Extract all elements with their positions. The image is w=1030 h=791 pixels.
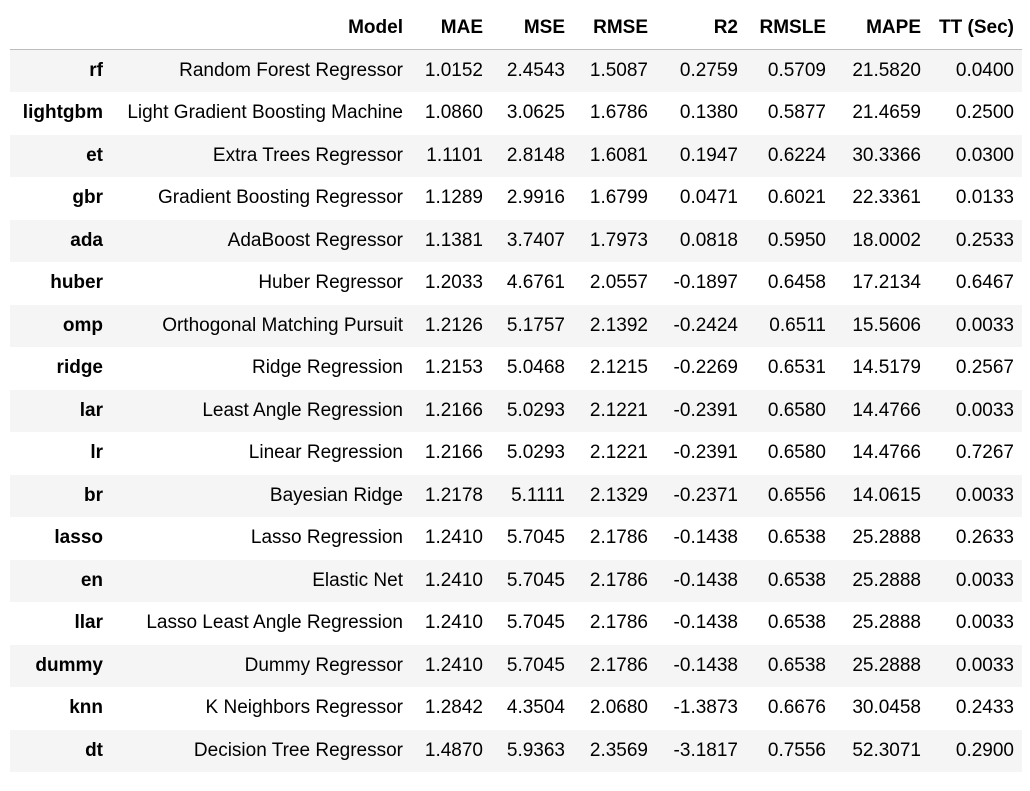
model-name-cell: Extra Trees Regressor <box>212 144 403 166</box>
r2-cell: -0.1897 <box>673 272 738 294</box>
rmsle-cell: 0.6531 <box>767 357 826 379</box>
mae-cell: 1.1101 <box>426 144 483 166</box>
mape-cell: 25.2888 <box>852 654 921 676</box>
rmse-cell: 2.1221 <box>589 442 648 464</box>
model-name-cell: Elastic Net <box>312 569 403 591</box>
table-row <box>10 50 1022 93</box>
mape-cell: 14.4766 <box>852 399 921 421</box>
table-row <box>10 645 1022 688</box>
mape-cell: 21.4659 <box>852 102 921 124</box>
tt-sec-cell: 0.6467 <box>955 272 1014 294</box>
mae-cell: 1.2033 <box>424 272 483 294</box>
table-header-row <box>10 7 1022 50</box>
mae-cell: 1.0152 <box>424 60 483 81</box>
rmsle-cell: 0.6556 <box>767 484 826 506</box>
mse-cell: 3.7407 <box>506 229 565 251</box>
rmsle-cell: 0.6538 <box>767 527 826 549</box>
model-name-cell: K Neighbors Regressor <box>205 697 403 719</box>
mse-cell: 2.9916 <box>506 187 565 209</box>
rmsle-cell: 0.5877 <box>767 102 826 124</box>
mse-cell: 5.9363 <box>506 739 565 761</box>
tt-sec-cell: 0.0400 <box>955 60 1014 81</box>
tt-sec-cell: 0.7267 <box>955 442 1014 464</box>
rmse-cell: 1.6081 <box>589 144 648 166</box>
rmse-cell: 2.1215 <box>589 357 648 379</box>
mae-cell: 1.2410 <box>424 654 483 676</box>
table-body <box>10 50 1022 773</box>
tt-sec-cell: 0.0033 <box>955 569 1014 591</box>
r2-cell: -0.1438 <box>673 569 738 591</box>
model-name-cell: Linear Regression <box>248 442 403 464</box>
model-comparison-table-container <box>10 7 1022 772</box>
rmse-cell: 2.1786 <box>589 569 648 591</box>
model-id-cell: huber <box>50 272 103 294</box>
tt-sec-cell: 0.0033 <box>955 612 1014 634</box>
r2-cell: -0.2371 <box>673 484 738 506</box>
model-comparison-table <box>10 7 1022 772</box>
mae-cell: 1.2410 <box>424 612 483 634</box>
mape-cell: 30.3366 <box>852 144 921 166</box>
r2-cell: -0.2391 <box>673 399 738 421</box>
mae-cell: 1.2842 <box>424 697 483 719</box>
mape-cell: 25.2888 <box>852 527 921 549</box>
model-id-cell: gbr <box>72 187 103 209</box>
r2-header: R2 <box>656 7 746 50</box>
rmsle-cell: 0.6458 <box>767 272 826 294</box>
mse-cell: 5.0293 <box>506 442 565 464</box>
mse-cell: 5.7045 <box>506 654 565 676</box>
mse-cell: 4.3504 <box>506 697 565 719</box>
rmse-cell: 1.7973 <box>589 229 648 251</box>
mae-cell: 1.1381 <box>424 229 483 251</box>
mape-cell: 22.3361 <box>852 187 921 209</box>
r2-cell: 0.0818 <box>679 229 738 251</box>
rmsle-cell: 0.6224 <box>767 144 826 166</box>
table-row <box>10 432 1022 475</box>
table-row <box>10 687 1022 730</box>
model-id-cell: br <box>84 484 103 506</box>
mape-cell: 25.2888 <box>852 569 921 591</box>
mae-cell: 1.2166 <box>424 399 483 421</box>
r2-cell: 0.1947 <box>679 144 738 166</box>
rmsle-cell: 0.6511 <box>769 314 826 336</box>
tt-sec-cell: 0.2633 <box>955 527 1014 549</box>
table-row <box>10 517 1022 560</box>
mae-cell: 1.2410 <box>424 569 483 591</box>
table-row <box>10 135 1022 178</box>
mape-cell: 15.5606 <box>852 314 921 336</box>
table-row <box>10 262 1022 305</box>
rmse-cell: 1.6786 <box>589 102 648 124</box>
model-id-cell: en <box>80 569 103 591</box>
model-id-cell: dt <box>85 739 103 761</box>
model-id-cell: lar <box>79 399 103 421</box>
rmse-cell: 2.1221 <box>589 399 648 421</box>
mape-cell: 17.2134 <box>852 272 921 294</box>
table-row <box>10 220 1022 263</box>
mae-header: MAE <box>411 7 491 50</box>
model-name-cell: Lasso Least Angle Regression <box>146 612 403 634</box>
rmsle-cell: 0.6580 <box>767 442 826 464</box>
tt-sec-cell: 0.2533 <box>955 229 1014 251</box>
rmsle-cell: 0.5950 <box>767 229 826 251</box>
tt-sec-cell: 0.0033 <box>955 484 1014 506</box>
rmse-cell: 1.5087 <box>589 60 648 81</box>
model-name-cell: Random Forest Regressor <box>179 60 403 81</box>
tt-sec-cell: 0.0300 <box>955 144 1014 166</box>
table-row <box>10 92 1022 135</box>
rmse-cell: 2.1786 <box>589 527 648 549</box>
r2-cell: 0.1380 <box>679 102 738 124</box>
model-name-cell: Orthogonal Matching Pursuit <box>162 314 403 336</box>
rmsle-cell: 0.7556 <box>767 739 826 761</box>
rmsle-cell: 0.6538 <box>767 654 826 676</box>
mae-cell: 1.2126 <box>424 314 483 336</box>
model-id-cell: ada <box>70 229 103 251</box>
mse-header: MSE <box>491 7 573 50</box>
mse-cell: 5.1757 <box>506 314 565 336</box>
mae-cell: 1.4870 <box>424 739 483 761</box>
mse-cell: 3.0625 <box>506 102 565 124</box>
mape-cell: 21.5820 <box>852 60 921 81</box>
table-row <box>10 347 1022 390</box>
mape-cell: 52.3071 <box>852 739 921 761</box>
mse-cell: 5.7045 <box>506 527 565 549</box>
rmse-cell: 2.0680 <box>589 697 648 719</box>
model-name-cell: Lasso Regression <box>250 527 403 549</box>
model-id-cell: llar <box>74 612 103 634</box>
mse-cell: 2.8148 <box>506 144 565 166</box>
model-name-cell: Bayesian Ridge <box>269 484 403 506</box>
mae-cell: 1.2178 <box>424 484 483 506</box>
r2-cell: -0.1438 <box>673 527 738 549</box>
tt-sec-cell: 0.0033 <box>955 399 1014 421</box>
table-row <box>10 305 1022 348</box>
mae-cell: 1.2153 <box>424 357 483 379</box>
model-name-cell: Dummy Regressor <box>244 654 403 676</box>
rmsle-cell: 0.6538 <box>767 612 826 634</box>
model-name-cell: Huber Regressor <box>258 272 403 294</box>
mse-cell: 4.6761 <box>506 272 565 294</box>
tt-sec-cell: 0.0033 <box>955 314 1014 336</box>
mse-cell: 5.7045 <box>506 569 565 591</box>
r2-cell: -3.1817 <box>673 739 738 761</box>
tt-sec-cell: 0.2900 <box>955 739 1014 761</box>
mape-cell: 18.0002 <box>852 229 921 251</box>
mse-cell: 2.4543 <box>506 60 565 81</box>
r2-cell: -0.2269 <box>673 357 738 379</box>
mse-cell: 5.0293 <box>506 399 565 421</box>
mae-cell: 1.0860 <box>424 102 483 124</box>
table-row <box>10 560 1022 603</box>
r2-cell: -0.1438 <box>673 612 738 634</box>
mae-cell: 1.2410 <box>424 527 483 549</box>
mape-cell: 30.0458 <box>852 697 921 719</box>
mae-cell: 1.2166 <box>424 442 483 464</box>
mape-header: MAPE <box>834 7 929 50</box>
rmse-cell: 2.0557 <box>589 272 648 294</box>
table-row <box>10 177 1022 220</box>
r2-cell: -0.1438 <box>673 654 738 676</box>
model-id-cell: dummy <box>35 654 103 676</box>
model-id-cell: ridge <box>56 357 103 379</box>
table-row <box>10 730 1022 773</box>
rmse-cell: 2.1392 <box>589 314 648 336</box>
tt-sec-cell: 0.0133 <box>955 187 1014 209</box>
index-header <box>10 7 111 50</box>
model-id-cell: rf <box>89 60 103 81</box>
r2-cell: -1.3873 <box>673 697 738 719</box>
r2-cell: 0.0471 <box>679 187 738 209</box>
model-name-cell: Gradient Boosting Regressor <box>157 187 403 209</box>
rmse-header: RMSE <box>573 7 656 50</box>
model-id-cell: lightgbm <box>22 102 103 124</box>
mape-cell: 14.5179 <box>852 357 921 379</box>
model-name-cell: Decision Tree Regressor <box>193 739 403 761</box>
model-name-cell: AdaBoost Regressor <box>227 229 403 251</box>
r2-cell: -0.2391 <box>673 442 738 464</box>
mse-cell: 5.0468 <box>506 357 565 379</box>
rmsle-cell: 0.5709 <box>767 60 826 81</box>
rmse-cell: 1.6799 <box>589 187 648 209</box>
rmse-cell: 2.1786 <box>589 654 648 676</box>
mae-cell: 1.1289 <box>424 187 483 209</box>
tt-sec-header: TT (Sec) <box>929 7 1022 50</box>
model-id-cell: lasso <box>54 527 103 549</box>
table-row <box>10 390 1022 433</box>
r2-cell: -0.2424 <box>673 314 738 336</box>
model-header: Model <box>111 7 411 50</box>
rmse-cell: 2.1786 <box>589 612 648 634</box>
mape-cell: 14.4766 <box>852 442 921 464</box>
rmsle-cell: 0.6021 <box>767 187 826 209</box>
tt-sec-cell: 0.0033 <box>955 654 1014 676</box>
table-row <box>10 475 1022 518</box>
mape-cell: 14.0615 <box>852 484 921 506</box>
model-id-cell: knn <box>69 697 103 719</box>
rmsle-header: RMSLE <box>746 7 834 50</box>
r2-cell: 0.2759 <box>679 60 738 81</box>
rmsle-cell: 0.6580 <box>767 399 826 421</box>
model-id-cell: omp <box>62 314 103 336</box>
tt-sec-cell: 0.2567 <box>955 357 1014 379</box>
model-id-cell: lr <box>90 442 103 464</box>
table-row <box>10 602 1022 645</box>
mape-cell: 25.2888 <box>852 612 921 634</box>
model-name-cell: Least Angle Regression <box>202 399 403 421</box>
model-name-cell: Light Gradient Boosting Machine <box>127 102 403 124</box>
rmse-cell: 2.1329 <box>589 484 648 506</box>
rmsle-cell: 0.6676 <box>767 697 826 719</box>
mse-cell: 5.1111 <box>511 484 565 506</box>
rmsle-cell: 0.6538 <box>767 569 826 591</box>
rmse-cell: 2.3569 <box>589 739 648 761</box>
mse-cell: 5.7045 <box>506 612 565 634</box>
tt-sec-cell: 0.2500 <box>955 102 1014 124</box>
model-id-cell: et <box>86 144 103 166</box>
model-name-cell: Ridge Regression <box>251 357 403 379</box>
tt-sec-cell: 0.2433 <box>955 697 1014 719</box>
